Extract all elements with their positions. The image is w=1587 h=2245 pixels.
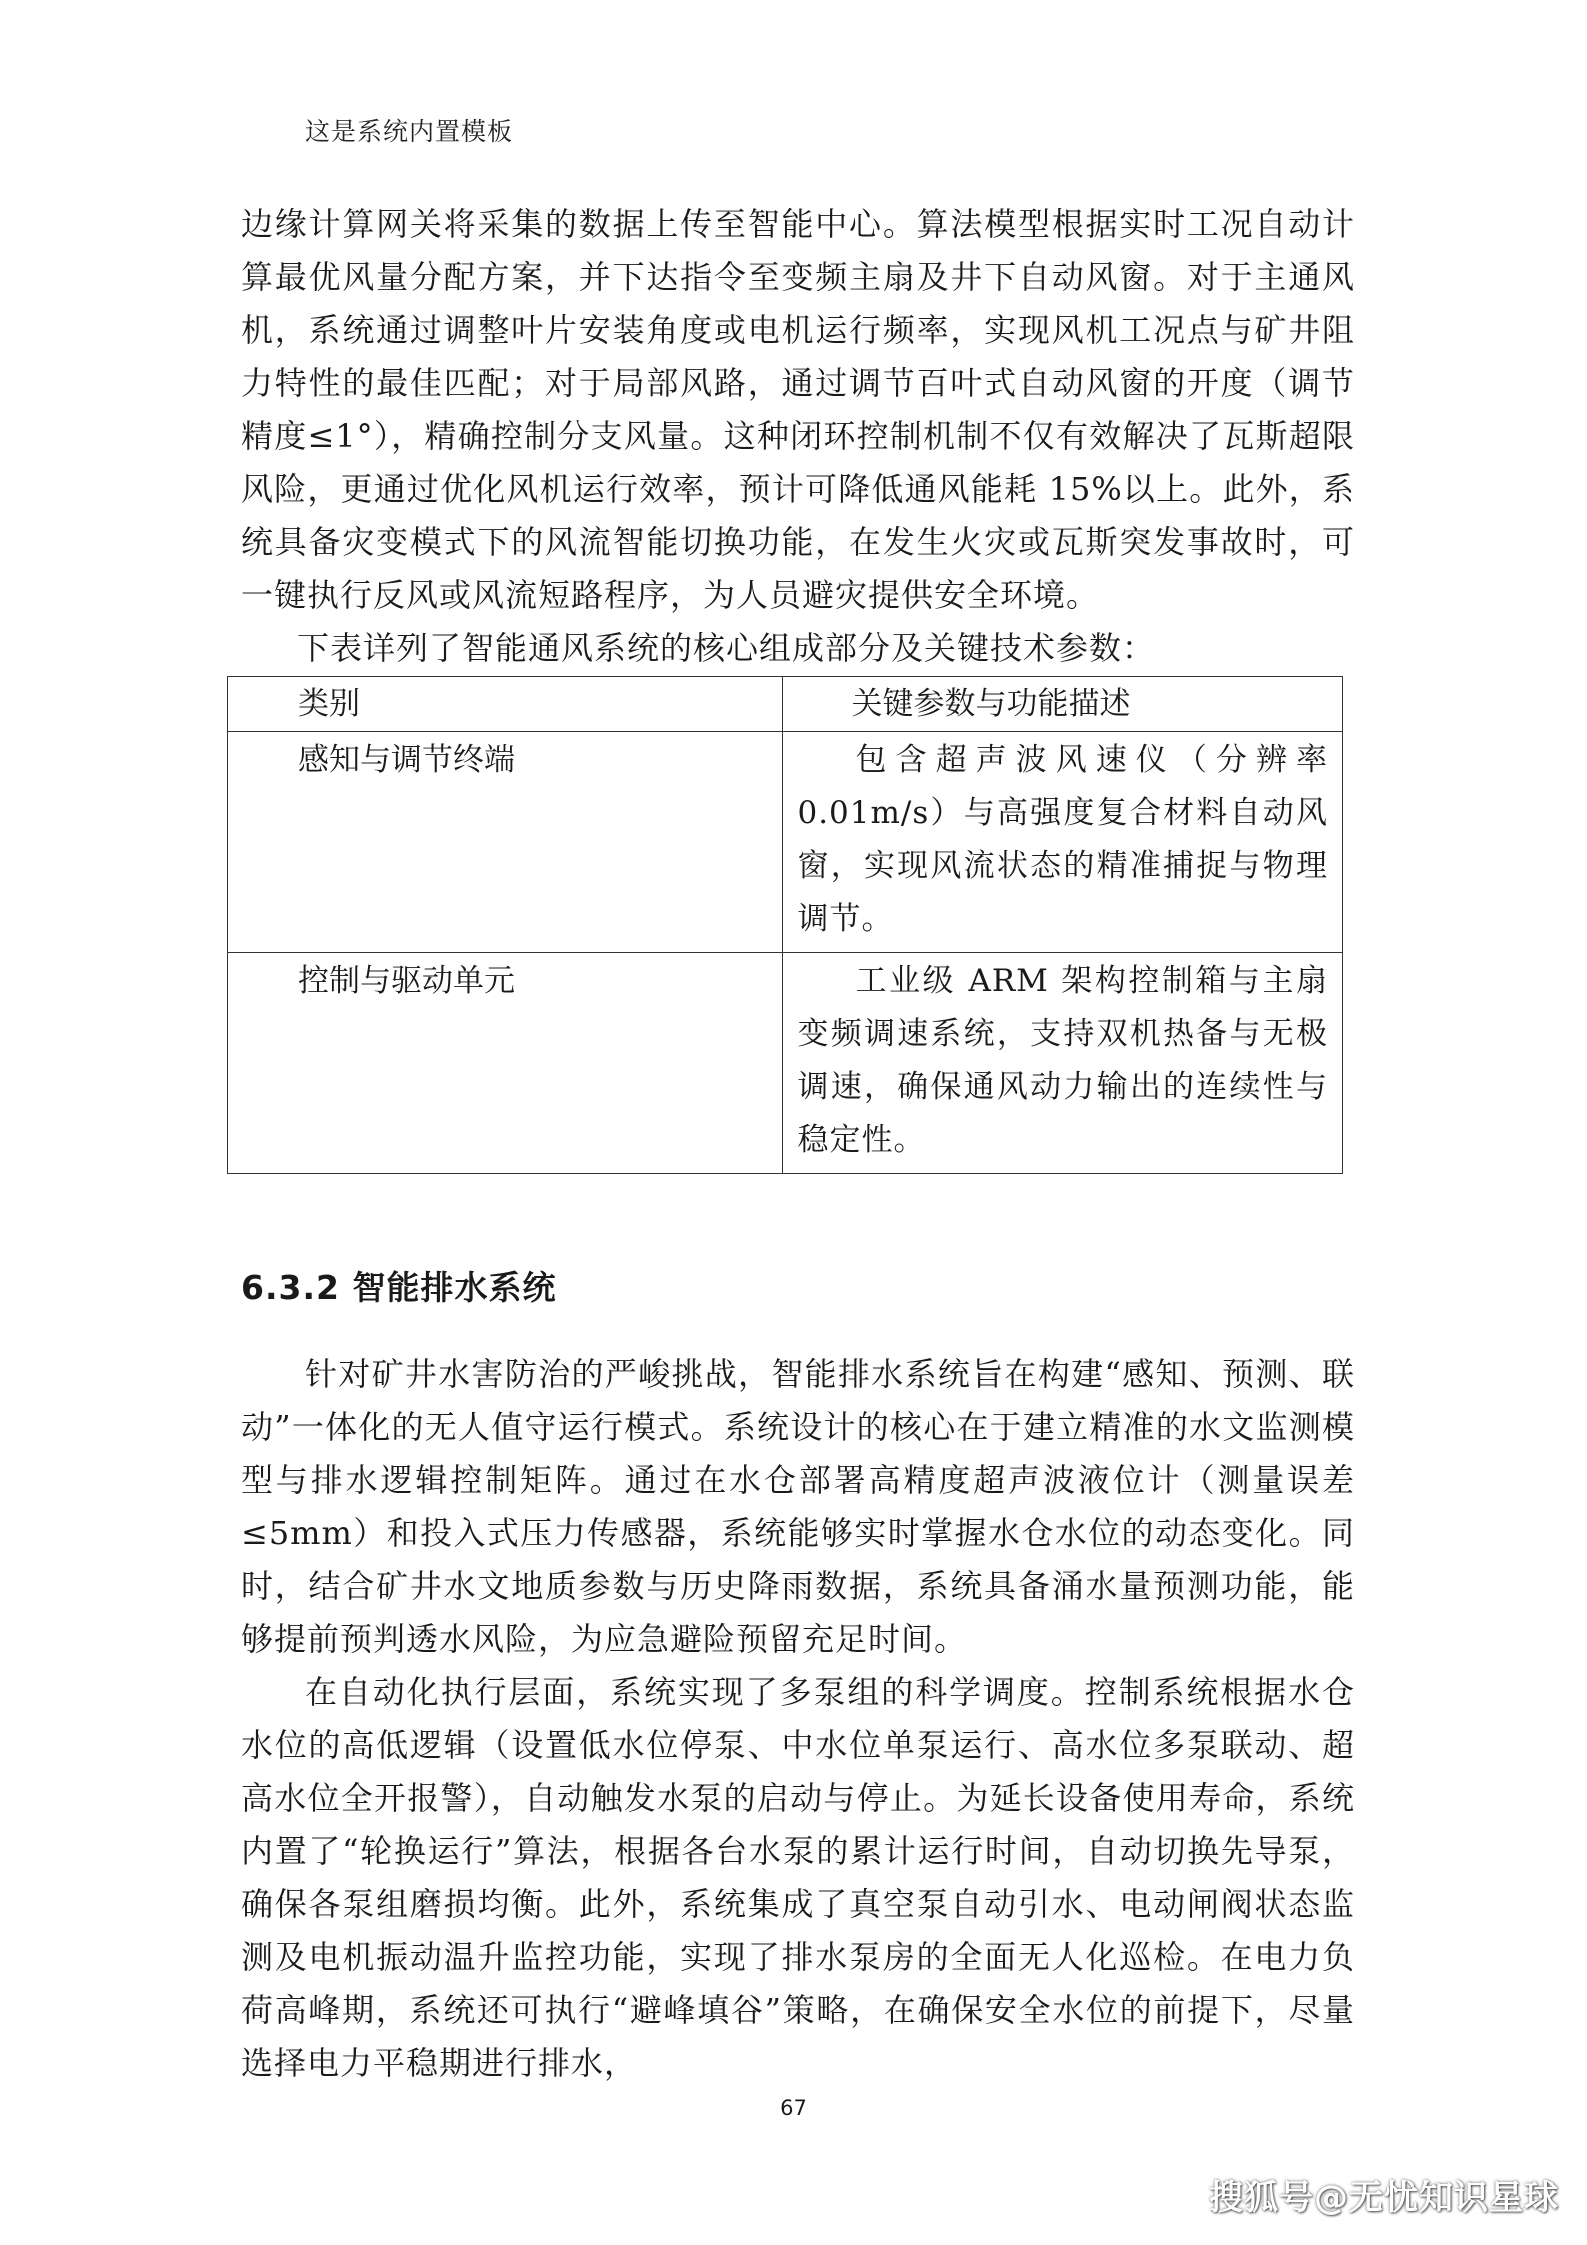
table-cell-description: 工业级 ARM 架构控制箱与主扇变频调速系统，支持双机热备与无极调速，确保通风动力输出的连续性与稳定性。 bbox=[783, 953, 1343, 1174]
page-header-template-note: 这是系统内置模板 bbox=[305, 117, 514, 146]
section-paragraph: 在自动化执行层面，系统实现了多泵组的科学调度。控制系统根据水仓水位的高低逻辑（设置低水位停泵、中水位单泵运行、高水位多泵联动、超高水位全开报警），自动触发水泵的启动与停止。为延长设备使用寿命，系统内置了“轮换运行”算法，根据各台水泵的累计运行时间，自动切换先导泵，确保各泵组磨损均衡。此外，系统集成了真空泵自动引水、电动闸阀状态监测及电机振动温升监控功能，实现了排水泵房的全面无人化巡检。在电力负荷高峰期，系统还可执行“避峰填谷”策略，在确保安全水位的前提下，尽量选择电力平稳期进行排水， bbox=[241, 1673, 1355, 2082]
table-intro-text: 下表详列了智能通风系统的核心组成部分及关键技术参数： bbox=[297, 629, 1156, 667]
table-row bbox=[228, 732, 1343, 953]
paragraph-text: 边缘计算网关将采集的数据上传至智能中心。算法模型根据实时工况自动计算最优风量分配方案，并下达指令至变频主扇及井下自动风窗。对于主通风机，系统通过调整叶片安装角度或电机运行频率，实现风机工况点与矿井阻力特性的最佳匹配；对于局部风路，通过调节百叶式自动风窗的开度（调节精度≤1°），精确控制分支风量。这种闭环控制机制不仅有效解决了瓦斯超限风险，更通过优化风机运行效率，预计可降低通风能耗 15%以上。此外，系统具备灾变模式下的风流智能切换功能，在发生火灾或瓦斯突发事故时，可一键执行反风或风流短路程序，为人员避灾提供安全环境。 bbox=[241, 205, 1355, 614]
table-header-category: 类别 bbox=[228, 677, 783, 732]
table-header-description: 关键参数与功能描述 bbox=[783, 677, 1343, 732]
section-heading: 6.3.2 智能排水系统 bbox=[241, 1268, 557, 1307]
section-paragraph: 针对矿井水害防治的严峻挑战，智能排水系统旨在构建“感知、预测、联动”一体化的无人值守运行模式。系统设计的核心在于建立精准的水文监测模型与排水逻辑控制矩阵。通过在水仓部署高精度超声波液位计（测量误差≤5mm）和投入式压力传感器，系统能够实时掌握水仓水位的动态变化。同时，结合矿井水文地质参数与历史降雨数据，系统具备涌水量预测功能，能够提前预判透水风险，为应急避险预留充足时间。 bbox=[241, 1355, 1355, 1658]
watermark-text: 搜狐号@无忧知识星球 bbox=[1209, 2178, 1559, 2218]
page-number: 67 bbox=[780, 2096, 807, 2120]
table-cell-description: 包含超声波风速仪（分辨率0.01m/s）与高强度复合材料自动风窗，实现风流状态的精准捕捉与物理调节。 bbox=[783, 732, 1343, 953]
paragraph-ventilation-control bbox=[241, 198, 1355, 622]
table-cell-category: 控制与驱动单元 bbox=[228, 953, 783, 1174]
section-body bbox=[241, 1348, 1355, 2090]
table-cell-category: 感知与调节终端 bbox=[228, 732, 783, 953]
table-header-row bbox=[228, 677, 1343, 732]
table-row bbox=[228, 953, 1343, 1174]
ventilation-spec-table bbox=[227, 676, 1343, 1174]
